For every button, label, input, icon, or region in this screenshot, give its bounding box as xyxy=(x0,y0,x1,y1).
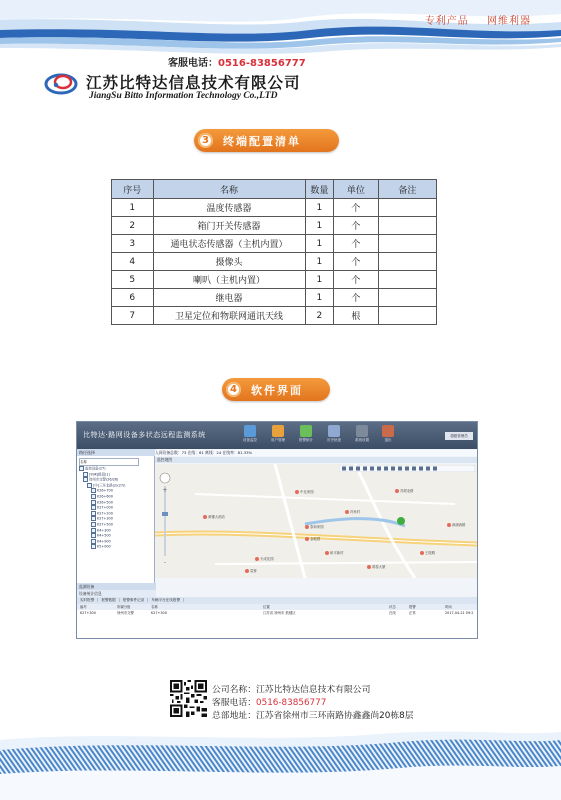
cell-index: 1 xyxy=(112,199,154,217)
section-title-config xyxy=(194,129,339,152)
cell-name: 温度传感器 xyxy=(153,199,305,217)
cell-note xyxy=(378,253,436,271)
sw-bottom-tabs xyxy=(77,597,477,604)
section-title-text: 终端配置清单 xyxy=(223,134,301,148)
cell-name: 通电状态传感器（主机内置） xyxy=(153,235,305,253)
footer-phone xyxy=(212,695,326,708)
settings-icon xyxy=(356,425,368,437)
sw-map-tab: 监控地图 xyxy=(155,457,478,463)
monitor-icon xyxy=(244,425,256,437)
cell-unit: 个 xyxy=(334,271,378,289)
cell-name: 卫星定位和物联网通讯天线 xyxy=(153,307,305,325)
tree-node: 徐州市交警(26/26) xyxy=(79,477,152,483)
section-title-text: 软件界面 xyxy=(251,383,303,397)
svg-text:+: + xyxy=(162,487,168,494)
tree-node: K4+900 xyxy=(79,539,152,545)
tree-node: K26+700 xyxy=(79,488,152,494)
section-title-software xyxy=(222,378,330,401)
company-logo-icon xyxy=(44,70,80,96)
software-screenshot xyxy=(76,421,478,639)
sw-left-header: 路径选择 xyxy=(77,449,156,456)
map-toolbar xyxy=(339,465,475,472)
tree-node: K5+000 xyxy=(79,544,152,550)
map-device-marker xyxy=(397,517,405,525)
sw-grid-row: K27+300 徐州市交警 K27+300 江苏省 徐州市 鼓楼区 在线 正常 2017-04-21 09:2 xyxy=(77,610,477,616)
tree-node: [99K]路段(1) xyxy=(79,472,152,478)
footer-addr-label: 总部地址： xyxy=(212,711,256,721)
section-number: 3 xyxy=(198,133,213,148)
qr-code-icon xyxy=(170,680,207,717)
alarm-chart-icon xyxy=(300,425,312,437)
cell-qty: 1 xyxy=(305,199,334,217)
cell-qty: 1 xyxy=(305,235,334,253)
sw-grid-header: 编号 所属分组 名称 位置 状态 报警 时间 xyxy=(77,604,477,611)
col-header-unit: 单位 xyxy=(334,180,378,199)
cell-index: 2 xyxy=(112,217,154,235)
table-row xyxy=(112,271,437,289)
tab-alarm-log: 报警事件记录 xyxy=(120,598,149,602)
svg-text:-: - xyxy=(163,559,167,566)
cell-index: 3 xyxy=(112,235,154,253)
cell-index: 4 xyxy=(112,253,154,271)
table-row xyxy=(112,307,437,325)
sw-tool-monitor: 设备监控 xyxy=(241,425,259,443)
cell-index: 7 xyxy=(112,307,154,325)
cell-name: 继电器 xyxy=(153,289,305,307)
cell-note xyxy=(378,217,436,235)
history-track-icon xyxy=(328,425,340,437)
table-row xyxy=(112,253,437,271)
tree-node: [中]三环北路(2)(27/) xyxy=(79,483,152,489)
table-row xyxy=(112,217,437,235)
col-header-name: 名称 xyxy=(153,180,305,199)
cell-note xyxy=(378,235,436,253)
cell-name: 箱门开关传感器 xyxy=(153,217,305,235)
config-table xyxy=(111,179,437,325)
company-name-cn: 江苏比特达信息技术有限公司 xyxy=(86,73,301,92)
exit-icon xyxy=(382,425,394,437)
table-header-row xyxy=(112,180,437,199)
sw-left-footer: 监测设备 xyxy=(77,583,156,590)
table-row xyxy=(112,199,437,217)
tag-tool: 网维利器 xyxy=(487,16,531,27)
cell-unit: 根 xyxy=(334,307,378,325)
cell-note xyxy=(378,289,436,307)
phone-label: 客服电话： xyxy=(168,58,218,69)
sw-left-panel xyxy=(77,449,155,597)
tab-platform-alarm: 车辆平台在线报警 xyxy=(148,598,184,602)
cell-qty: 1 xyxy=(305,253,334,271)
footer-phone-label: 客服电话： xyxy=(212,698,256,708)
sw-device-tree xyxy=(79,466,152,550)
map-zoom-control xyxy=(159,472,171,568)
footer-wave-decoration xyxy=(0,726,561,800)
footer-address xyxy=(212,708,414,721)
company-name-en: JiangSu Bitto Information Technology Co.,LTD xyxy=(89,91,278,101)
cell-qty: 1 xyxy=(305,289,334,307)
tree-node: K26+500 xyxy=(79,500,152,506)
sw-title-text: 比特达·路网设备多状态远程监测系统 xyxy=(83,431,206,439)
tree-node: K4+500 xyxy=(79,533,152,539)
sw-grid-empty-area xyxy=(77,616,477,638)
sw-tool-history: 历史轨迹 xyxy=(325,425,343,443)
tree-node: K27+000 xyxy=(79,505,152,511)
footer-addr-value: 江苏省徐州市三环南路协鑫鑫尚20栋8层 xyxy=(256,711,414,721)
users-icon xyxy=(272,425,284,437)
tab-alarm-data: 报警数据 xyxy=(98,598,119,602)
sw-tool-exit: 退出 xyxy=(379,425,397,443)
cell-note xyxy=(378,271,436,289)
tree-node: K27+200 xyxy=(79,511,152,517)
map-roads xyxy=(155,464,477,578)
cell-unit: 个 xyxy=(334,253,378,271)
table-row xyxy=(112,289,437,307)
section-number: 4 xyxy=(226,382,241,397)
cell-index: 5 xyxy=(112,271,154,289)
header-phone xyxy=(168,54,306,69)
sw-left-footer-stats: 设备统计信息 xyxy=(77,590,156,597)
footer-name-value: 江苏比特达信息技术有限公司 xyxy=(256,685,371,695)
cell-name: 摄像头 xyxy=(153,253,305,271)
sw-search-input: 名称 xyxy=(79,458,139,466)
col-header-index: 序号 xyxy=(112,180,154,199)
cell-qty: 2 xyxy=(305,307,334,325)
cell-index: 6 xyxy=(112,289,154,307)
sw-map: 黄楼大酒店 中北家园 冯家村 泰和家园 金地园 天成花园 和平新村 袁桥 鸿泰大厦 王陵路 津浦西路 苏堤北路 xyxy=(155,464,477,578)
footer-name-label: 公司名称： xyxy=(212,685,256,695)
tree-node: K27+500 xyxy=(79,522,152,528)
tree-node: 监控设备(27) xyxy=(79,466,152,472)
cell-qty: 1 xyxy=(305,271,334,289)
tree-node: K4+300 xyxy=(79,528,152,534)
col-header-note: 备注 xyxy=(378,180,436,199)
footer-phone-value: 0516-83856777 xyxy=(256,698,327,708)
col-header-qty: 数量 xyxy=(305,180,334,199)
top-tags xyxy=(425,12,531,27)
cell-note xyxy=(378,199,436,217)
footer-company-name xyxy=(212,682,370,695)
sw-tool-settings: 系统设置 xyxy=(353,425,371,443)
tree-node: K27+300 xyxy=(79,516,152,522)
cell-unit: 个 xyxy=(334,199,378,217)
sw-tool-users: 用户管理 xyxy=(269,425,287,443)
cell-unit: 个 xyxy=(334,235,378,253)
sw-user-badge: 超级管理员 xyxy=(445,432,473,440)
tag-patent: 专利产品 xyxy=(424,16,469,27)
cell-qty: 1 xyxy=(305,217,334,235)
sw-tool-alarm: 报警统计 xyxy=(297,425,315,443)
cell-name: 喇叭（主机内置） xyxy=(153,271,305,289)
cell-unit: 个 xyxy=(334,289,378,307)
phone-number: 0516-83856777 xyxy=(218,58,306,69)
tree-node: K26+600 xyxy=(79,494,152,500)
table-row xyxy=(112,235,437,253)
cell-note xyxy=(378,307,436,325)
cell-unit: 个 xyxy=(334,217,378,235)
sw-stats-bar: 入网设备总数：73 在线：61 离线：24 在线率：81.33% xyxy=(155,450,477,456)
tab-realtime-alarm: 实时报警 xyxy=(77,598,98,602)
